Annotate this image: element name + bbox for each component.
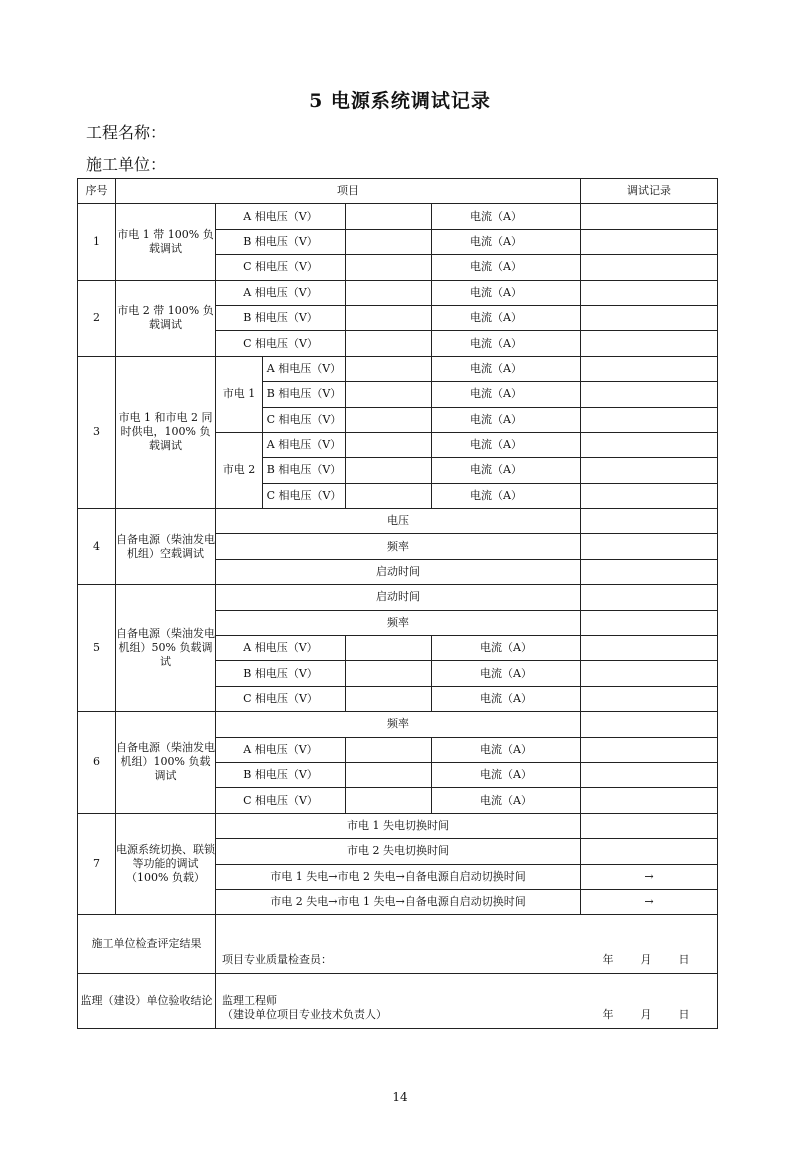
record-cell[interactable] <box>581 534 718 559</box>
table-row <box>78 813 718 838</box>
switch-row-label: 市电 1 失电切换时间 <box>216 813 581 838</box>
phase-b-voltage-label: B 相电压（V） <box>216 305 346 330</box>
project-name-label: 工程名称： <box>86 123 167 142</box>
record-cell[interactable] <box>581 559 718 584</box>
record-cell[interactable] <box>581 839 718 864</box>
start-time-label: 启动时间 <box>216 559 581 584</box>
phase-a-voltage-value[interactable] <box>346 737 432 762</box>
inspector-label: 项目专业质量检查员： <box>222 953 332 967</box>
month-label: 月 <box>640 953 652 967</box>
table-row <box>78 585 718 610</box>
record-cell[interactable] <box>581 737 718 762</box>
phase-c-voltage-value[interactable] <box>346 331 432 356</box>
phase-b-voltage-label: B 相电压（V） <box>216 661 346 686</box>
current-label: 电流（A） <box>432 432 581 457</box>
record-cell[interactable] <box>581 458 718 483</box>
record-cell[interactable] <box>581 382 718 407</box>
section-name: 市电 1 和市电 2 同时供电，100% 负载调试 <box>116 356 216 508</box>
phase-b-voltage-label: B 相电压（V） <box>216 762 346 787</box>
section-no: 4 <box>78 509 116 585</box>
section-name: 自备电源（柴油发电机组）50% 负载调试 <box>116 585 216 712</box>
phase-b-voltage-label: B 相电压（V） <box>263 382 346 407</box>
current-label: 电流（A） <box>432 229 581 254</box>
record-cell[interactable] <box>581 788 718 813</box>
record-table <box>77 178 718 1029</box>
day-label: 日 <box>678 1008 690 1022</box>
section-no: 5 <box>78 585 116 712</box>
current-label: 电流（A） <box>432 686 581 711</box>
arrow-icon: → <box>644 895 654 909</box>
record-cell[interactable] <box>581 813 718 838</box>
current-label: 电流（A） <box>432 407 581 432</box>
phase-c-voltage-label: C 相电压（V） <box>263 407 346 432</box>
current-label: 电流（A） <box>432 382 581 407</box>
phase-b-voltage-value[interactable] <box>346 762 432 787</box>
construction-eval-label: 施工单位检查评定结果 <box>78 915 216 974</box>
switch-row-label: 市电 2 失电→市电 1 失电→自备电源自启动切换时间 <box>216 889 581 914</box>
current-label: 电流（A） <box>432 356 581 381</box>
table-row <box>78 356 718 381</box>
current-label: 电流（A） <box>432 458 581 483</box>
section-name: 市电 1 带 100% 负载调试 <box>116 204 216 280</box>
start-time-label: 启动时间 <box>216 585 581 610</box>
record-cell[interactable] <box>581 305 718 330</box>
phase-c-voltage-value[interactable] <box>346 407 432 432</box>
section-no: 7 <box>78 813 116 915</box>
voltage-label: 电压 <box>216 509 581 534</box>
current-label: 电流（A） <box>432 331 581 356</box>
current-label: 电流（A） <box>432 483 581 508</box>
phase-c-voltage-value[interactable] <box>346 255 432 280</box>
construction-eval-cell[interactable] <box>216 915 718 974</box>
record-cell[interactable] <box>581 280 718 305</box>
current-label: 电流（A） <box>432 280 581 305</box>
day-label: 日 <box>678 953 690 967</box>
record-cell[interactable] <box>581 585 718 610</box>
phase-b-voltage-value[interactable] <box>346 458 432 483</box>
current-label: 电流（A） <box>432 737 581 762</box>
phase-a-voltage-label: A 相电压（V） <box>216 280 346 305</box>
phase-c-voltage-value[interactable] <box>346 686 432 711</box>
supervision-row <box>78 974 718 1029</box>
phase-a-voltage-value[interactable] <box>346 636 432 661</box>
phase-b-voltage-value[interactable] <box>346 382 432 407</box>
section-no: 6 <box>78 712 116 814</box>
section-name: 自备电源（柴油发电机组）空载调试 <box>116 509 216 585</box>
record-cell-arrow[interactable] <box>581 889 718 914</box>
section-name: 市电 2 带 100% 负载调试 <box>116 280 216 356</box>
switch-row-label: 市电 1 失电→市电 2 失电→自备电源自启动切换时间 <box>216 864 581 889</box>
record-cell[interactable] <box>581 610 718 635</box>
supervision-cell[interactable] <box>216 974 718 1029</box>
record-cell[interactable] <box>581 255 718 280</box>
section-name: 自备电源（柴油发电机组）100% 负载调试 <box>116 712 216 814</box>
phase-a-voltage-label: A 相电压（V） <box>263 432 346 457</box>
record-cell[interactable] <box>581 229 718 254</box>
page-title: 5 电源系统调试记录 <box>309 90 491 112</box>
phase-b-voltage-value[interactable] <box>346 305 432 330</box>
section-name: 电源系统切换、联锁等功能的调试（100% 负载） <box>116 813 216 915</box>
record-cell[interactable] <box>581 432 718 457</box>
record-cell[interactable] <box>581 636 718 661</box>
year-label: 年 <box>602 953 614 967</box>
construction-eval-row <box>78 915 718 974</box>
record-cell[interactable] <box>581 509 718 534</box>
phase-c-voltage-label: C 相电压（V） <box>216 788 346 813</box>
phase-c-voltage-label: C 相电压（V） <box>216 255 346 280</box>
record-cell[interactable] <box>581 204 718 229</box>
current-label: 电流（A） <box>432 636 581 661</box>
table-row <box>78 280 718 305</box>
record-cell[interactable] <box>581 762 718 787</box>
phase-c-voltage-label: C 相电压（V） <box>216 686 346 711</box>
month-label: 月 <box>640 1008 652 1022</box>
record-cell[interactable] <box>581 356 718 381</box>
record-cell-arrow[interactable] <box>581 864 718 889</box>
page-number: 14 <box>392 1090 408 1104</box>
phase-b-voltage-label: B 相电压（V） <box>263 458 346 483</box>
phase-a-voltage-value[interactable] <box>346 432 432 457</box>
record-cell[interactable] <box>581 407 718 432</box>
current-label: 电流（A） <box>432 204 581 229</box>
mains-1-label: 市电 1 <box>216 356 263 432</box>
frequency-label: 频率 <box>216 534 581 559</box>
header-row <box>78 179 718 204</box>
current-label: 电流（A） <box>432 762 581 787</box>
phase-c-voltage-value[interactable] <box>346 483 432 508</box>
phase-a-voltage-label: A 相电压（V） <box>216 636 346 661</box>
frequency-label: 频率 <box>216 610 581 635</box>
phase-a-voltage-value[interactable] <box>346 204 432 229</box>
current-label: 电流（A） <box>432 661 581 686</box>
phase-c-voltage-label: C 相电压（V） <box>263 483 346 508</box>
construction-unit-label: 施工单位： <box>86 155 167 174</box>
record-cell[interactable] <box>581 331 718 356</box>
record-cell[interactable] <box>581 712 718 737</box>
current-label: 电流（A） <box>432 255 581 280</box>
record-cell[interactable] <box>581 483 718 508</box>
header-record: 调试记录 <box>581 179 718 204</box>
phase-b-voltage-value[interactable] <box>346 661 432 686</box>
arrow-icon: → <box>644 869 654 883</box>
section-no: 1 <box>78 204 116 280</box>
engineer-line2: （建设单位项目专业技术负责人） <box>222 1008 387 1022</box>
phase-a-voltage-value[interactable] <box>346 280 432 305</box>
phase-b-voltage-label: B 相电压（V） <box>216 229 346 254</box>
record-cell[interactable] <box>581 686 718 711</box>
engineer-line1: 监理工程师 <box>222 994 277 1008</box>
table-row <box>78 509 718 534</box>
supervision-label: 监理（建设）单位验收结论 <box>78 974 216 1029</box>
frequency-label: 频率 <box>216 712 581 737</box>
phase-a-voltage-label: A 相电压（V） <box>216 737 346 762</box>
record-cell[interactable] <box>581 661 718 686</box>
phase-a-voltage-label: A 相电压（V） <box>216 204 346 229</box>
current-label: 电流（A） <box>432 305 581 330</box>
engineer-block <box>222 994 387 1022</box>
phase-a-voltage-value[interactable] <box>346 356 432 381</box>
switch-row-label: 市电 2 失电切换时间 <box>216 839 581 864</box>
header-seq: 序号 <box>78 179 116 204</box>
date-fields <box>589 953 703 967</box>
date-fields <box>589 1008 703 1022</box>
phase-b-voltage-value[interactable] <box>346 229 432 254</box>
phase-c-voltage-value[interactable] <box>346 788 432 813</box>
section-no: 2 <box>78 280 116 356</box>
table-row <box>78 712 718 737</box>
phase-c-voltage-label: C 相电压（V） <box>216 331 346 356</box>
section-no: 3 <box>78 356 116 508</box>
table-row <box>78 204 718 229</box>
year-label: 年 <box>602 1008 614 1022</box>
header-item: 项目 <box>116 179 581 204</box>
phase-a-voltage-label: A 相电压（V） <box>263 356 346 381</box>
mains-2-label: 市电 2 <box>216 432 263 508</box>
current-label: 电流（A） <box>432 788 581 813</box>
